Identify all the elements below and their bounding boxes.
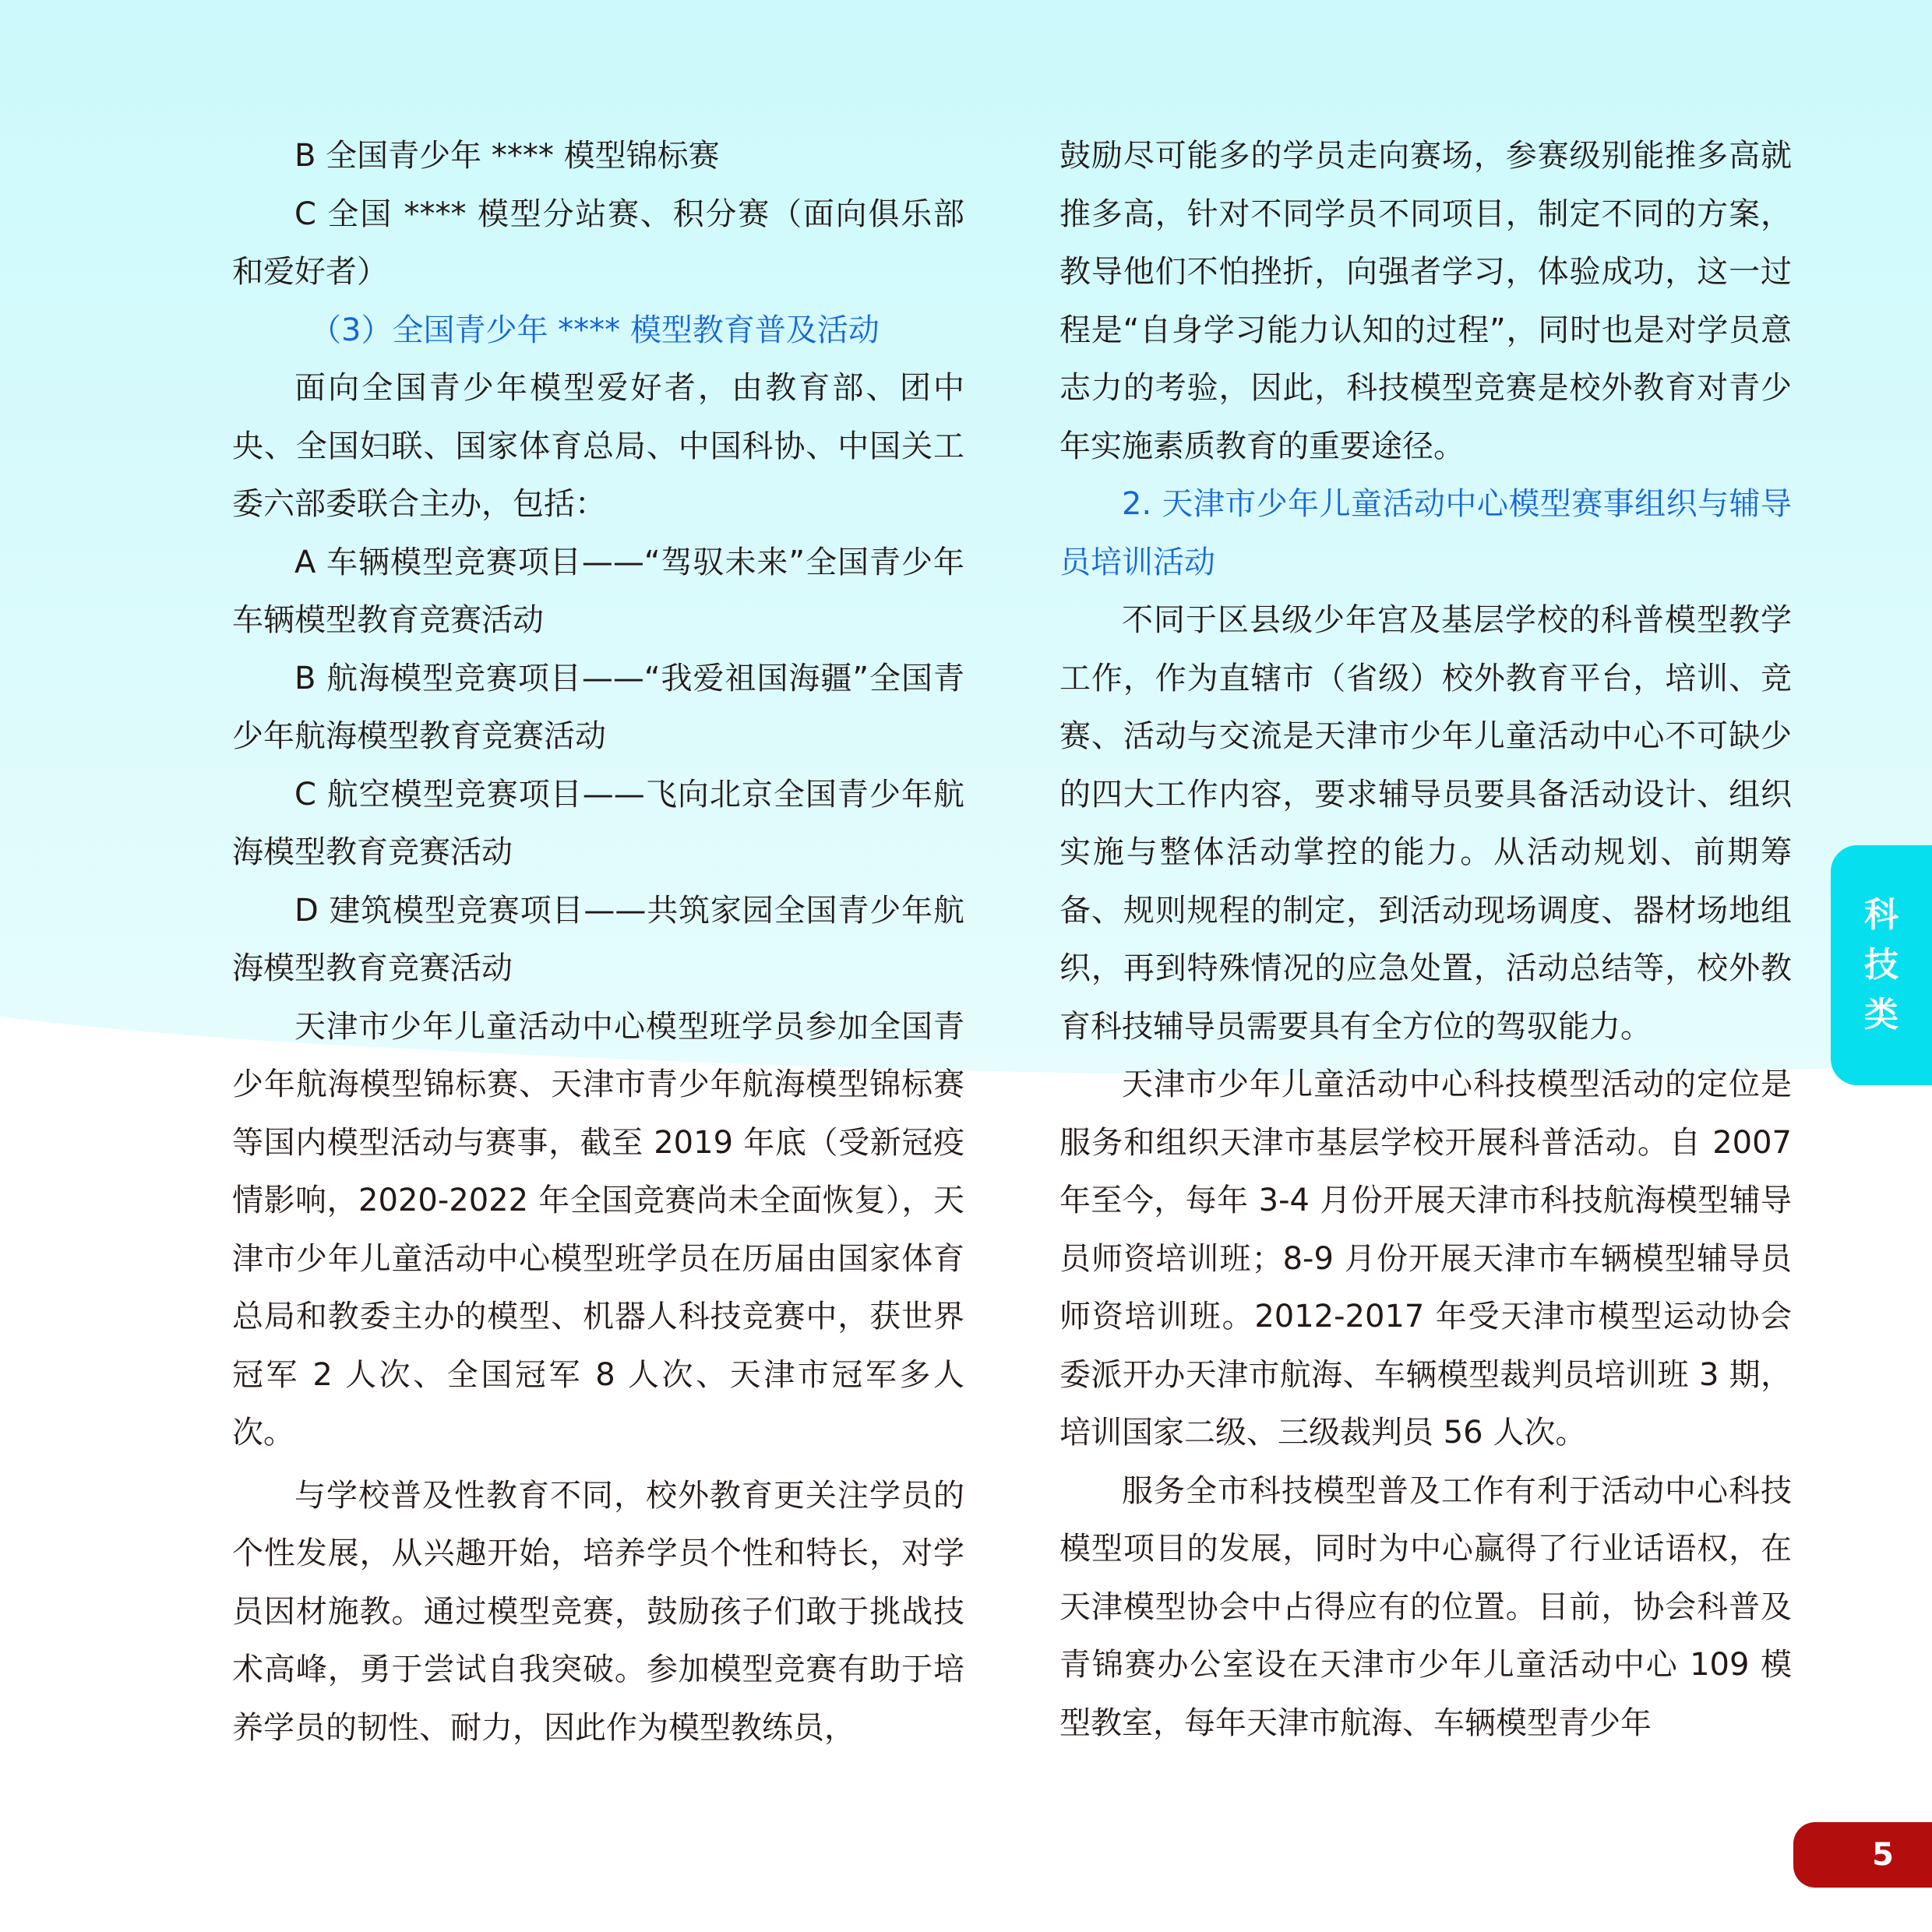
paragraph: 与学校普及性教育不同，校外教育更关注学员的个性发展，从兴趣开始，培养学员个性和特长，对学员因材施教。通过模型竞赛，鼓励孩子们敢于挑战技术高峰，勇于尝试自我突破。参加模型竞赛有助于培养学员的韧性、耐力，因此作为模型教练员， (232, 1477, 964, 1746)
side-tab-char: 类 (1864, 995, 1899, 1035)
category-side-tab (1831, 845, 1932, 1085)
paragraph: B 航海模型竞赛项目——“我爱祖国海疆”全国青少年航海模型教育竞赛活动 (232, 660, 964, 754)
paragraph: 鼓励尽可能多的学员走向赛场，参赛级别能推多高就推多高，针对不同学员不同项目，制定不同的方案，教导他们不怕挫折，向强者学习，体验成功，这一过程是“自身学习能力认知的过程”，同时也是对学员意志力的考验，因此，科技模型竞赛是校外教育对青少年实施素质教育的重要途径。 (1059, 138, 1792, 464)
section-heading: （3）全国青少年 **** 模型教育普及活动 (310, 312, 880, 348)
paragraph: D 建筑模型竞赛项目——共筑家园全国青少年航海模型教育竞赛活动 (232, 892, 964, 986)
paragraph: 天津市少年儿童活动中心科技模型活动的定位是服务和组织天津市基层学校开展科普活动。自 2007 年至今，每年 3-4 月份开展天津市科技航海模型辅导员师资培训班；8-9 月份开展天津市车辆模型辅导员师资培训班。2012-2017 年受天津市模型运动协会委派开办天津市航海、车辆模型裁判员培训班 3 期，培训国家二级、三级裁判员 56 人次。 (1059, 1066, 1792, 1451)
page-number: 5 (1872, 1837, 1894, 1873)
section-heading: 2. 天津市少年儿童活动中心模型赛事组织与辅导员培训活动 (1059, 486, 1792, 580)
paragraph: C 航空模型竞赛项目——飞向北京全国青少年航海模型教育竞赛活动 (232, 776, 964, 870)
paragraph: C 全国 **** 模型分站赛、积分赛（面向俱乐部和爱好者） (232, 196, 964, 290)
paragraph: 服务全市科技模型普及工作有利于活动中心科技模型项目的发展，同时为中心赢得了行业话语权，在天津模型协会中占得应有的位置。目前，协会科普及青锦赛办公室设在天津市少年儿童活动中心 109 模型教室，每年天津市航海、车辆模型青少年 (1059, 1472, 1792, 1741)
side-tab-char: 科 (1864, 895, 1899, 935)
paragraph: 不同于区县级少年宫及基层学校的科普模型教学工作，作为直辖市（省级）校外教育平台，培训、竞赛、活动与交流是天津市少年儿童活动中心不可缺少的四大工作内容，要求辅导员要具备活动设计、组织实施与整体活动掌控的能力。从活动规划、前期筹备、规则规程的制定，到活动现场调度、器材场地组织，再到特殊情况的应急处置，活动总结等，校外教育科技辅导员需要具有全方位的驾驭能力。 (1059, 602, 1792, 1045)
paragraph: A 车辆模型竞赛项目——“驾驭未来”全国青少年车辆模型教育竞赛活动 (232, 544, 964, 638)
paragraph: 面向全国青少年模型爱好者，由教育部、团中央、全国妇联、国家体育总局、中国科协、中国关工委六部委联合主办，包括： (232, 370, 964, 522)
paragraph: B 全国青少年 **** 模型锦标赛 (294, 138, 720, 174)
paragraph: 天津市少年儿童活动中心模型班学员参加全国青少年航海模型锦标赛、天津市青少年航海模型锦标赛等国内模型活动与赛事，截至 2019 年底（受新冠疫情影响，2020-2022 年全国竞赛尚未全面恢复），天津市少年儿童活动中心模型班学员在历届由国家体育总局和教委主办的模型、机器人科技竞赛中，获世界冠军 2 人次、全国冠军 8 人次、天津市冠军多人次。 (232, 1008, 964, 1451)
left-column (232, 127, 964, 1757)
side-tab-char: 技 (1864, 945, 1899, 985)
right-column (1059, 127, 1792, 1752)
page-number-badge (1793, 1822, 1932, 1888)
